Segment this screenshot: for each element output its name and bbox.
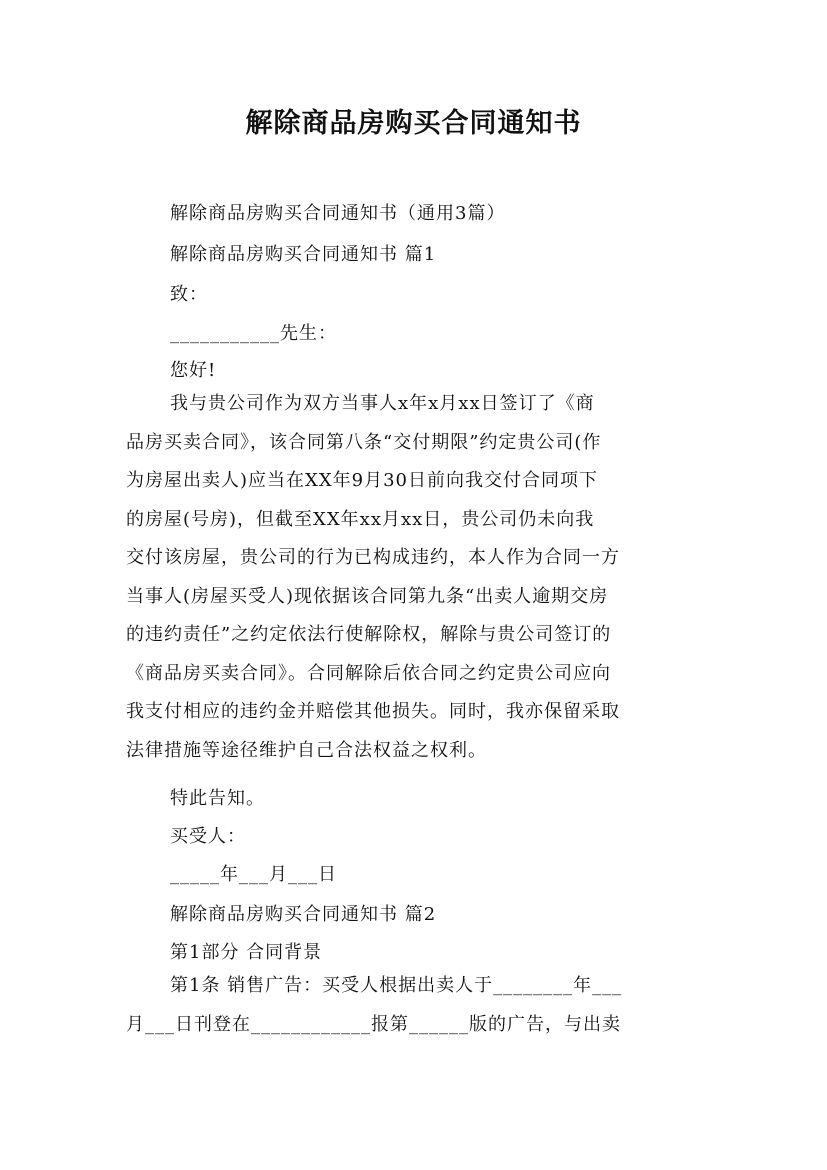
body-line: 当事人(房屋买受人)现依据该合同第九条“出卖人逾期交房: [126, 585, 609, 607]
body-line: 交付该房屋，贵公司的行为已构成违约，本人作为合同一方: [126, 547, 620, 568]
body-line: 我与贵公司作为双方当事人x年x月xx日签订了《商: [170, 393, 595, 414]
body-line: 的房屋(号房)，但截至XX年xx月xx日，贵公司仍未向我: [126, 508, 595, 530]
body-line: 的违约责任”之约定依法行使解除权，解除与贵公司签订的: [126, 624, 612, 645]
section1-heading: 解除商品房购买合同通知书 篇1: [170, 244, 437, 265]
recipient-line: ___________先生：: [170, 323, 337, 344]
article1-line: 第1条 销售广告：买受人根据出卖人于________年___: [170, 975, 623, 996]
notice-close: 特此告知。: [170, 788, 265, 809]
buyer-label: 买受人：: [170, 826, 246, 847]
article1-line: 月___日刊登在____________报第______版的广告，与出卖: [126, 1013, 621, 1035]
body-line: 《商品房买卖合同》。合同解除后依合同之约定贵公司应向: [126, 662, 611, 684]
body-line: 品房买卖合同》，该合同第八条“交付期限”约定贵公司(作: [126, 431, 602, 453]
body-line: 我支付相应的违约金并赔偿其他损失。同时，我亦保留采取: [126, 701, 620, 722]
section2-heading: 解除商品房购买合同通知书 篇2: [170, 904, 437, 925]
body-line: 法律措施等途径维护自己合法权益之权利。: [126, 739, 487, 761]
date-line: _____年___月___日: [170, 864, 337, 885]
article1-body: [126, 967, 702, 1044]
body-line: 为房屋出卖人)应当在XX年9月30日前向我交付合同项下: [126, 470, 599, 491]
document-subtitle: 解除商品房购买合同通知书（通用3篇）: [170, 203, 506, 224]
to-line: 致：: [170, 284, 208, 305]
greeting: 您好!: [170, 360, 217, 381]
part1-heading: 第1部分 合同背景: [170, 942, 323, 963]
notice-body: [126, 385, 702, 770]
document-title: 解除商品房购买合同通知书: [245, 108, 582, 139]
